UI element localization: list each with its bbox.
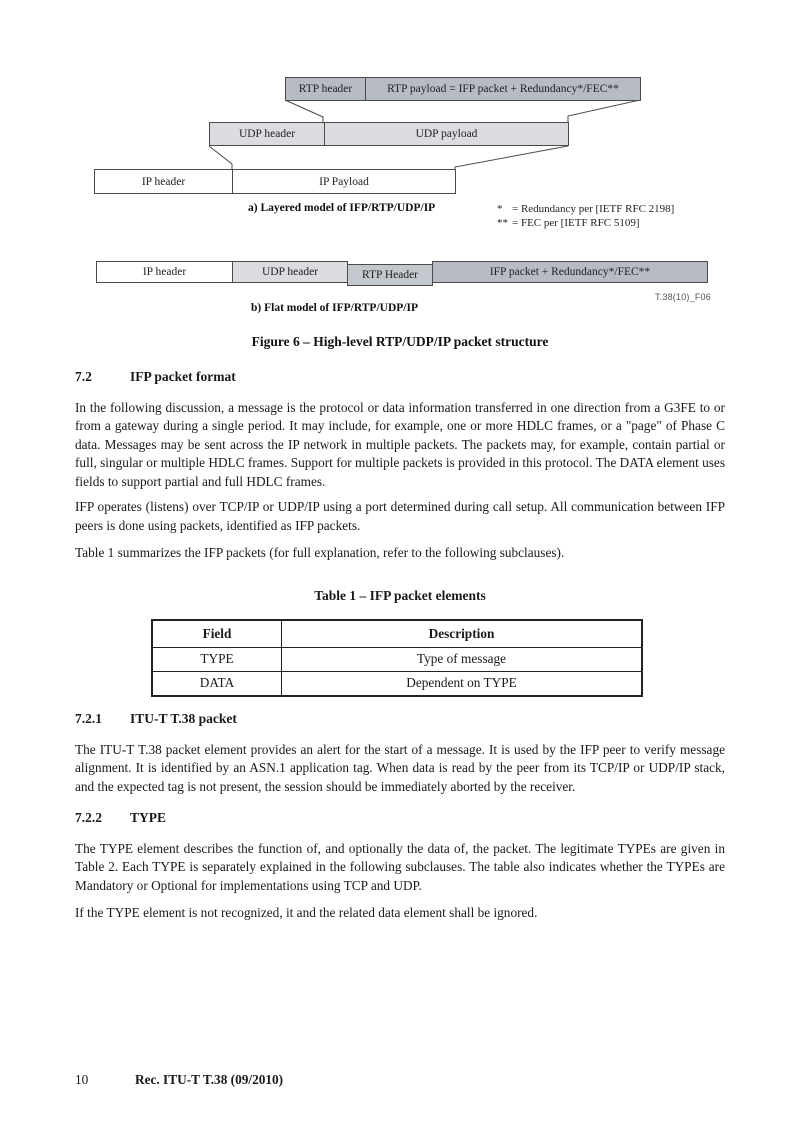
flat-udp-header-box: UDP header [232, 261, 348, 283]
paragraph: Table 1 summarizes the IFP packets (for full explanation, refer to the following subclauses). [75, 545, 565, 560]
layered-udp-payload-box: UDP payload [324, 122, 569, 146]
layered-rtp-payload-box: RTP payload = IFP packet + Redundancy*/FEC** [365, 77, 641, 101]
table-cell-description: Dependent on TYPE [282, 672, 643, 697]
table-header-field: Field [152, 620, 282, 648]
section-heading-7-2 [75, 368, 725, 387]
flat-rtp-header-box: RTP Header [347, 264, 433, 286]
footnote-fec [497, 216, 674, 230]
layered-ip-payload-box: IP Payload [232, 169, 456, 194]
section-number: 7.2.2 [75, 810, 102, 825]
layered-udp-header-box: UDP header [209, 122, 325, 146]
table-cell-field: DATA [152, 672, 282, 697]
figure-id-label: T.38(10)_F06 [655, 292, 711, 302]
layered-model-caption: a) Layered model of IFP/RTP/UDP/IP [248, 202, 436, 214]
body-content [75, 362, 725, 923]
paragraph: The TYPE element describes the function of, and optionally the data of, the packet. The legitimate TYPEs are given in Table 2. Each TYPE is separately explained in the following subclauses. The table also indicates whether the TYPEs are Mandatory or Optional for implementations using TCP and UDP. [75, 840, 725, 893]
table-1-title: Table 1 – IFP packet elements [314, 587, 486, 603]
layered-ip-header-box: IP header [94, 169, 233, 194]
table-header-row [152, 620, 642, 648]
table-row [152, 648, 642, 672]
footnote-text: = FEC per [IETF RFC 5109] [512, 217, 640, 229]
section-number: 7.2 [75, 369, 92, 384]
section-heading-7-2-1 [75, 710, 725, 729]
footnote-redundancy [497, 202, 674, 216]
section-title: ITU-T T.38 packet [130, 711, 237, 726]
paragraph: IFP operates (listens) over TCP/IP or UDP/IP using a port determined during call setup. All communication between IFP peers is done using packets, identified as IFP packets. [75, 499, 725, 533]
section-number: 7.2.1 [75, 711, 102, 726]
section-title: IFP packet format [130, 369, 236, 384]
paragraph: If the TYPE element is not recognized, it and the related data element shall be ignored. [75, 905, 538, 920]
section-title: TYPE [130, 810, 167, 825]
table-header-description: Description [282, 620, 643, 648]
layered-rtp-header-box: RTP header [285, 77, 366, 101]
page-footer [75, 1072, 725, 1088]
paragraph: The ITU-T T.38 packet element provides an alert for the start of a message. It is used by the IFP peer to verify message alignment. It is identified by an ASN.1 application tag. When data is read by the peer from its TCP/IP or UDP/IP stack, and the expected tag is not present, the session should be immediately aborted by the receiver. [75, 741, 725, 794]
table-cell-field: TYPE [152, 648, 282, 672]
page-number: 10 [75, 1072, 89, 1087]
paragraph: In the following discussion, a message is the protocol or data information transferred in one direction from a G3FE to or from a gateway during a single period. It may include, for example, one or more HDLC frames, or a "page" of Phase C data. Messages may be sent across the IP network in multiple packets. The packets may, for example, contain partial or full, singular or multiple HDLC frames. Support for multiple packets is provided in this protocol. The DATA element uses fields to support partial and full HDLC frames. [75, 399, 725, 489]
flat-ifp-payload-box: IFP packet + Redundancy*/FEC** [432, 261, 708, 283]
figure-title: Figure 6 – High-level RTP/UDP/IP packet structure [251, 334, 549, 349]
figure-6 [0, 0, 800, 362]
table-row [152, 672, 642, 697]
figure-footnotes [497, 202, 674, 230]
flat-ip-header-box: IP header [96, 261, 233, 283]
table-cell-description: Type of message [282, 648, 643, 672]
footnote-marker: * [497, 203, 503, 215]
footnote-text: = Redundancy per [IETF RFC 2198] [512, 203, 675, 215]
flat-model-caption: b) Flat model of IFP/RTP/UDP/IP [251, 302, 418, 314]
footnote-marker: ** [497, 217, 508, 229]
document-reference: Rec. ITU-T T.38 (09/2010) [135, 1072, 284, 1087]
table-1 [151, 619, 643, 697]
section-heading-7-2-2 [75, 809, 725, 828]
